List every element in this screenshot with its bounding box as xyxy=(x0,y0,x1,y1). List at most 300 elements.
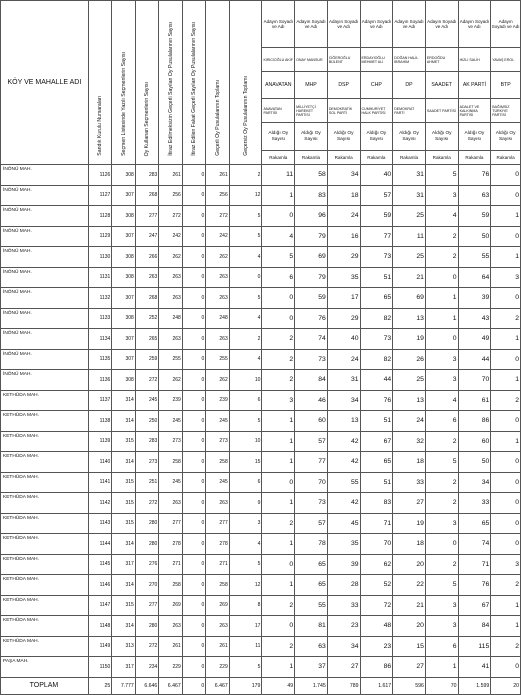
vote-count-label: Aldığı Oy Sayısı xyxy=(327,123,360,150)
count-cell: 9 xyxy=(229,493,262,514)
candidate-name: ERDOĞDU AHMET xyxy=(425,48,458,72)
vote-cell: 44 xyxy=(458,349,491,370)
count-cell: 229 xyxy=(159,657,182,678)
count-cell: 307 xyxy=(112,329,135,350)
vote-cell: 25 xyxy=(393,206,426,227)
vote-cell: 65 xyxy=(360,288,393,309)
neighborhood-name: İNÖNÜ MAH. xyxy=(1,308,89,329)
count-cell: 280 xyxy=(135,616,158,637)
vote-cell: 24 xyxy=(327,206,360,227)
count-cell: 1135 xyxy=(88,349,111,370)
count-cell: 1142 xyxy=(88,493,111,514)
count-cell: 259 xyxy=(135,349,158,370)
table-row xyxy=(1,575,521,596)
vote-cell: 3 xyxy=(425,513,458,534)
count-cell: 4 xyxy=(229,349,262,370)
count-cell: 0 xyxy=(182,513,205,534)
village-header: KÖY VE MAHALLE ADI xyxy=(1,1,89,165)
count-cell: 245 xyxy=(159,411,182,432)
vote-cell: 27 xyxy=(393,657,426,678)
vote-cell: 81 xyxy=(295,616,328,637)
digits-label: Rakamla xyxy=(327,150,360,164)
count-cell: 0 xyxy=(182,288,205,309)
vote-cell: 76 xyxy=(458,165,491,186)
vote-cell: 29 xyxy=(327,308,360,329)
vote-cell: 2 xyxy=(262,370,295,391)
table-row xyxy=(1,431,521,452)
vote-cell: 65 xyxy=(458,513,491,534)
vote-cell: 6 xyxy=(425,411,458,432)
candidate-header: Adayın Soyadı ve Adı xyxy=(327,1,360,48)
vote-cell: 48 xyxy=(360,616,393,637)
vote-cell: 50 xyxy=(458,226,491,247)
total-vote-cell: 70 xyxy=(425,677,458,694)
vote-cell: 71 xyxy=(360,513,393,534)
count-cell: 314 xyxy=(112,616,135,637)
vote-cell: 0 xyxy=(425,329,458,350)
vote-cell: 73 xyxy=(360,247,393,268)
table-row xyxy=(1,452,521,473)
vote-cell: 64 xyxy=(458,267,491,288)
count-cell: 4 xyxy=(229,308,262,329)
neighborhood-name: PAŞA MAH. xyxy=(1,657,89,678)
vote-cell: 32 xyxy=(393,431,426,452)
vote-cell: 69 xyxy=(393,288,426,309)
table-row xyxy=(1,554,521,575)
vote-cell: 84 xyxy=(458,616,491,637)
vote-count-label: Aldığı Oy Sayısı xyxy=(262,123,295,150)
total-vote-cell: 49 xyxy=(262,677,295,694)
count-cell: 271 xyxy=(159,554,182,575)
count-cell: 0 xyxy=(182,349,205,370)
count-cell: 283 xyxy=(135,165,158,186)
vote-cell: 1 xyxy=(425,288,458,309)
vote-cell: 0 xyxy=(491,472,521,493)
col-header-valid-uncontested: İtiraz Edilmeksizin Geçerli Sayılan Oy Pusulalarının Sayısı xyxy=(159,1,182,165)
col-header-valid-total: Geçerli Oy Pusulalarının Toplamı xyxy=(206,1,229,165)
table-row xyxy=(1,657,521,678)
vote-cell: 33 xyxy=(458,493,491,514)
vote-cell: 34 xyxy=(327,390,360,411)
count-cell: 273 xyxy=(135,452,158,473)
col-header-ballot-box: Sandık Kurulu Numaraları xyxy=(88,1,111,165)
count-cell: 0 xyxy=(229,267,262,288)
vote-count-label: Aldığı Oy Sayısı xyxy=(491,123,521,150)
count-cell: 263 xyxy=(206,616,229,637)
count-cell: 272 xyxy=(135,493,158,514)
vote-cell: 21 xyxy=(393,595,426,616)
count-cell: 5 xyxy=(229,411,262,432)
count-cell: 262 xyxy=(159,247,182,268)
vote-cell: 0 xyxy=(491,226,521,247)
party-full-name: CUMHURİYET HALK PARTİSİ xyxy=(360,99,393,123)
count-cell: 3 xyxy=(229,513,262,534)
vote-cell: 2 xyxy=(425,472,458,493)
vote-cell: 83 xyxy=(295,185,328,206)
count-cell: 314 xyxy=(112,534,135,555)
vote-cell: 58 xyxy=(295,165,328,186)
count-cell: 307 xyxy=(112,288,135,309)
candidate-header: Adayın Soyadı ve Adı xyxy=(425,1,458,48)
table-row xyxy=(1,616,521,637)
table-row xyxy=(1,267,521,288)
digits-label: Rakamla xyxy=(295,150,328,164)
count-cell: 269 xyxy=(206,595,229,616)
vote-cell: 60 xyxy=(458,431,491,452)
table-row xyxy=(1,247,521,268)
vote-cell: 11 xyxy=(393,226,426,247)
vote-cell: 59 xyxy=(458,206,491,227)
count-cell: 0 xyxy=(182,226,205,247)
vote-cell: 1 xyxy=(262,657,295,678)
count-cell: 0 xyxy=(182,185,205,206)
vote-cell: 11 xyxy=(262,165,295,186)
count-cell: 0 xyxy=(182,431,205,452)
count-cell: 1134 xyxy=(88,329,111,350)
count-cell: 5 xyxy=(229,657,262,678)
vote-cell: 71 xyxy=(458,554,491,575)
count-cell: 308 xyxy=(112,206,135,227)
count-cell: 308 xyxy=(112,370,135,391)
neighborhood-name: KETHÜDA MAH. xyxy=(1,390,89,411)
count-cell: 1148 xyxy=(88,616,111,637)
candidate-header: Adayın Soyadı ve Adı xyxy=(458,1,491,48)
vote-cell: 76 xyxy=(295,308,328,329)
vote-cell: 82 xyxy=(360,308,393,329)
vote-cell: 59 xyxy=(360,206,393,227)
count-cell: 261 xyxy=(206,636,229,657)
count-cell: 247 xyxy=(135,226,158,247)
count-cell: 17 xyxy=(229,616,262,637)
header-row-candidates xyxy=(1,1,521,48)
table-row xyxy=(1,370,521,391)
vote-cell: 86 xyxy=(458,411,491,432)
count-cell: 1139 xyxy=(88,431,111,452)
vote-cell: 70 xyxy=(458,370,491,391)
vote-cell: 1 xyxy=(491,616,521,637)
vote-cell: 41 xyxy=(458,657,491,678)
vote-cell: 2 xyxy=(262,636,295,657)
vote-cell: 3 xyxy=(425,616,458,637)
count-cell: 276 xyxy=(135,554,158,575)
party-full-name: DEMOKRAT PARTİ xyxy=(393,99,426,123)
vote-count-label: Aldığı Oy Sayısı xyxy=(295,123,328,150)
vote-cell: 0 xyxy=(262,554,295,575)
candidate-header: Adayın Soyadı ve Adı xyxy=(262,1,295,48)
count-cell: 0 xyxy=(182,575,205,596)
vote-cell: 26 xyxy=(393,349,426,370)
neighborhood-name: KETHÜDA MAH. xyxy=(1,513,89,534)
count-cell: 10 xyxy=(229,370,262,391)
count-cell: 0 xyxy=(182,370,205,391)
count-cell: 1126 xyxy=(88,165,111,186)
vote-cell: 67 xyxy=(360,431,393,452)
vote-cell: 1 xyxy=(262,493,295,514)
vote-cell: 0 xyxy=(491,349,521,370)
count-cell: 1132 xyxy=(88,288,111,309)
vote-cell: 19 xyxy=(393,329,426,350)
vote-cell: 0 xyxy=(262,206,295,227)
count-cell: 229 xyxy=(206,657,229,678)
count-cell: 5 xyxy=(229,206,262,227)
vote-cell: 34 xyxy=(327,165,360,186)
count-cell: 5 xyxy=(229,554,262,575)
count-cell: 266 xyxy=(135,247,158,268)
count-cell: 263 xyxy=(206,329,229,350)
count-cell: 308 xyxy=(112,267,135,288)
vote-cell: 0 xyxy=(262,616,295,637)
total-count-cell: 6.467 xyxy=(206,677,229,694)
vote-cell: 73 xyxy=(295,493,328,514)
candidate-header: Adayın Soyadı ve Adı xyxy=(295,1,328,48)
count-cell: 314 xyxy=(112,452,135,473)
count-cell: 307 xyxy=(112,349,135,370)
count-cell: 315 xyxy=(112,472,135,493)
vote-cell: 25 xyxy=(393,370,426,391)
vote-cell: 1 xyxy=(425,657,458,678)
count-cell: 1143 xyxy=(88,513,111,534)
table-row xyxy=(1,185,521,206)
count-cell: 4 xyxy=(229,534,262,555)
vote-cell: 77 xyxy=(360,226,393,247)
vote-cell: 0 xyxy=(262,288,295,309)
candidate-name: HIZLI SALİH xyxy=(458,48,491,72)
neighborhood-name: İNÖNÜ MAH. xyxy=(1,288,89,309)
table-row xyxy=(1,390,521,411)
table-row xyxy=(1,165,521,186)
count-cell: 265 xyxy=(135,329,158,350)
vote-cell: 65 xyxy=(360,452,393,473)
count-cell: 248 xyxy=(159,308,182,329)
count-cell: 261 xyxy=(159,636,182,657)
vote-cell: 115 xyxy=(458,636,491,657)
count-cell: 1131 xyxy=(88,267,111,288)
vote-cell: 1 xyxy=(491,329,521,350)
vote-cell: 2 xyxy=(262,595,295,616)
vote-cell: 1 xyxy=(425,308,458,329)
vote-cell: 0 xyxy=(262,308,295,329)
count-cell: 11 xyxy=(229,636,262,657)
party-short: DSP xyxy=(327,72,360,99)
vote-cell: 28 xyxy=(327,575,360,596)
vote-cell: 57 xyxy=(360,185,393,206)
vote-cell: 3 xyxy=(425,595,458,616)
vote-cell: 4 xyxy=(262,226,295,247)
count-cell: 1141 xyxy=(88,472,111,493)
col-header-voted: Oy Kullanan Seçmenlerin Sayısı xyxy=(135,1,158,165)
vote-cell: 3 xyxy=(425,370,458,391)
vote-cell: 20 xyxy=(393,554,426,575)
vote-cell: 13 xyxy=(393,390,426,411)
count-cell: 278 xyxy=(206,534,229,555)
digits-label: Rakamla xyxy=(262,150,295,164)
count-cell: 1137 xyxy=(88,390,111,411)
count-cell: 283 xyxy=(135,431,158,452)
count-cell: 1149 xyxy=(88,636,111,657)
count-cell: 277 xyxy=(206,513,229,534)
vote-cell: 31 xyxy=(327,370,360,391)
count-cell: 261 xyxy=(206,165,229,186)
count-cell: 308 xyxy=(112,308,135,329)
count-cell: 255 xyxy=(206,349,229,370)
party-short: ANAVATAN xyxy=(262,72,295,99)
vote-cell: 3 xyxy=(262,390,295,411)
neighborhood-name: İNÖNÜ MAH. xyxy=(1,370,89,391)
vote-cell: 77 xyxy=(295,452,328,473)
vote-cell: 27 xyxy=(327,657,360,678)
vote-cell: 39 xyxy=(327,554,360,575)
count-cell: 1144 xyxy=(88,534,111,555)
digits-label: Rakamla xyxy=(491,150,521,164)
count-cell: 272 xyxy=(135,636,158,657)
vote-cell: 1 xyxy=(491,206,521,227)
vote-cell: 5 xyxy=(425,575,458,596)
vote-cell: 13 xyxy=(327,411,360,432)
count-cell: 273 xyxy=(159,431,182,452)
total-vote-cell: 20 xyxy=(491,677,521,694)
table-row xyxy=(1,308,521,329)
count-cell: 0 xyxy=(182,267,205,288)
neighborhood-name: KETHÜDA MAH. xyxy=(1,595,89,616)
count-cell: 12 xyxy=(229,185,262,206)
count-cell: 255 xyxy=(159,349,182,370)
count-cell: 308 xyxy=(112,165,135,186)
vote-count-label: Aldığı Oy Sayısı xyxy=(458,123,491,150)
count-cell: 272 xyxy=(159,206,182,227)
vote-cell: 4 xyxy=(425,390,458,411)
count-cell: 0 xyxy=(182,165,205,186)
count-cell: 1145 xyxy=(88,554,111,575)
count-cell: 0 xyxy=(182,636,205,657)
table-row xyxy=(1,513,521,534)
count-cell: 245 xyxy=(135,390,158,411)
candidate-name: KIRICIOĞLU AKİF xyxy=(262,48,295,72)
vote-count-label: Aldığı Oy Sayısı xyxy=(360,123,393,150)
count-cell: 2 xyxy=(229,329,262,350)
table-row xyxy=(1,411,521,432)
vote-cell: 1 xyxy=(491,431,521,452)
neighborhood-name: KETHÜDA MAH. xyxy=(1,431,89,452)
vote-cell: 70 xyxy=(360,534,393,555)
vote-cell: 34 xyxy=(327,636,360,657)
vote-cell: 0 xyxy=(491,165,521,186)
candidate-name: CİĞEROĞLU BÜLENT xyxy=(327,48,360,72)
count-cell: 268 xyxy=(135,288,158,309)
count-cell: 272 xyxy=(135,370,158,391)
count-cell: 261 xyxy=(159,165,182,186)
vote-cell: 27 xyxy=(393,493,426,514)
total-vote-cell: 1.617 xyxy=(360,677,393,694)
vote-cell: 1 xyxy=(262,534,295,555)
vote-cell: 0 xyxy=(262,472,295,493)
neighborhood-name: İNÖNÜ MAH. xyxy=(1,349,89,370)
vote-cell: 50 xyxy=(458,452,491,473)
vote-cell: 44 xyxy=(360,370,393,391)
count-cell: 262 xyxy=(206,370,229,391)
vote-cell: 55 xyxy=(295,595,328,616)
count-cell: 263 xyxy=(159,267,182,288)
table-row xyxy=(1,595,521,616)
count-cell: 0 xyxy=(182,657,205,678)
vote-cell: 18 xyxy=(393,534,426,555)
vote-cell: 15 xyxy=(393,636,426,657)
vote-cell: 65 xyxy=(295,575,328,596)
vote-cell: 74 xyxy=(458,534,491,555)
vote-cell: 33 xyxy=(393,472,426,493)
count-cell: 262 xyxy=(159,370,182,391)
total-count-cell: 0 xyxy=(182,677,205,694)
count-cell: 273 xyxy=(206,431,229,452)
vote-count-label: Aldığı Oy Sayısı xyxy=(425,123,458,150)
count-cell: 0 xyxy=(182,329,205,350)
count-cell: 10 xyxy=(229,431,262,452)
vote-cell: 0 xyxy=(491,288,521,309)
count-cell: 1150 xyxy=(88,657,111,678)
table-row xyxy=(1,349,521,370)
count-cell: 269 xyxy=(159,595,182,616)
count-cell: 262 xyxy=(206,247,229,268)
vote-cell: 63 xyxy=(458,185,491,206)
count-cell: 245 xyxy=(206,411,229,432)
total-count-cell: 179 xyxy=(229,677,262,694)
vote-cell: 6 xyxy=(262,267,295,288)
vote-count-label: Aldığı Oy Sayısı xyxy=(393,123,426,150)
total-vote-cell: 1.599 xyxy=(458,677,491,694)
neighborhood-name: KETHÜDA MAH. xyxy=(1,616,89,637)
party-full-name: SAADET PARTİSİ xyxy=(425,99,458,123)
count-cell: 1129 xyxy=(88,226,111,247)
candidate-name: YAVAŞ EROL xyxy=(491,48,521,72)
count-cell: 1138 xyxy=(88,411,111,432)
vote-cell: 79 xyxy=(295,267,328,288)
count-cell: 1127 xyxy=(88,185,111,206)
count-cell: 245 xyxy=(159,472,182,493)
total-count-cell: 6.646 xyxy=(135,677,158,694)
total-row xyxy=(1,677,521,694)
vote-cell: 31 xyxy=(393,165,426,186)
neighborhood-name: İNÖNÜ MAH. xyxy=(1,247,89,268)
count-cell: 242 xyxy=(206,226,229,247)
candidate-header: Adayın Soyadı ve Adı xyxy=(491,1,521,48)
vote-cell: 65 xyxy=(295,554,328,575)
vote-cell: 35 xyxy=(327,534,360,555)
count-cell: 252 xyxy=(135,308,158,329)
count-cell: 258 xyxy=(206,452,229,473)
vote-cell: 0 xyxy=(491,411,521,432)
count-cell: 315 xyxy=(112,513,135,534)
vote-cell: 55 xyxy=(458,247,491,268)
digits-label: Rakamla xyxy=(360,150,393,164)
count-cell: 0 xyxy=(182,452,205,473)
count-cell: 1146 xyxy=(88,575,111,596)
vote-cell: 16 xyxy=(327,226,360,247)
vote-cell: 0 xyxy=(425,534,458,555)
vote-cell: 3 xyxy=(425,185,458,206)
candidate-name: ONAY MANSUR xyxy=(295,48,328,72)
vote-cell: 72 xyxy=(360,595,393,616)
count-cell: 317 xyxy=(112,554,135,575)
count-cell: 1133 xyxy=(88,308,111,329)
total-count-cell: 25 xyxy=(88,677,111,694)
party-short: BTP xyxy=(491,72,521,99)
vote-cell: 76 xyxy=(458,575,491,596)
table-row xyxy=(1,472,521,493)
count-cell: 307 xyxy=(112,185,135,206)
vote-cell: 3 xyxy=(491,554,521,575)
count-cell: 277 xyxy=(135,595,158,616)
count-cell: 2 xyxy=(229,165,262,186)
party-short: CHP xyxy=(360,72,393,99)
